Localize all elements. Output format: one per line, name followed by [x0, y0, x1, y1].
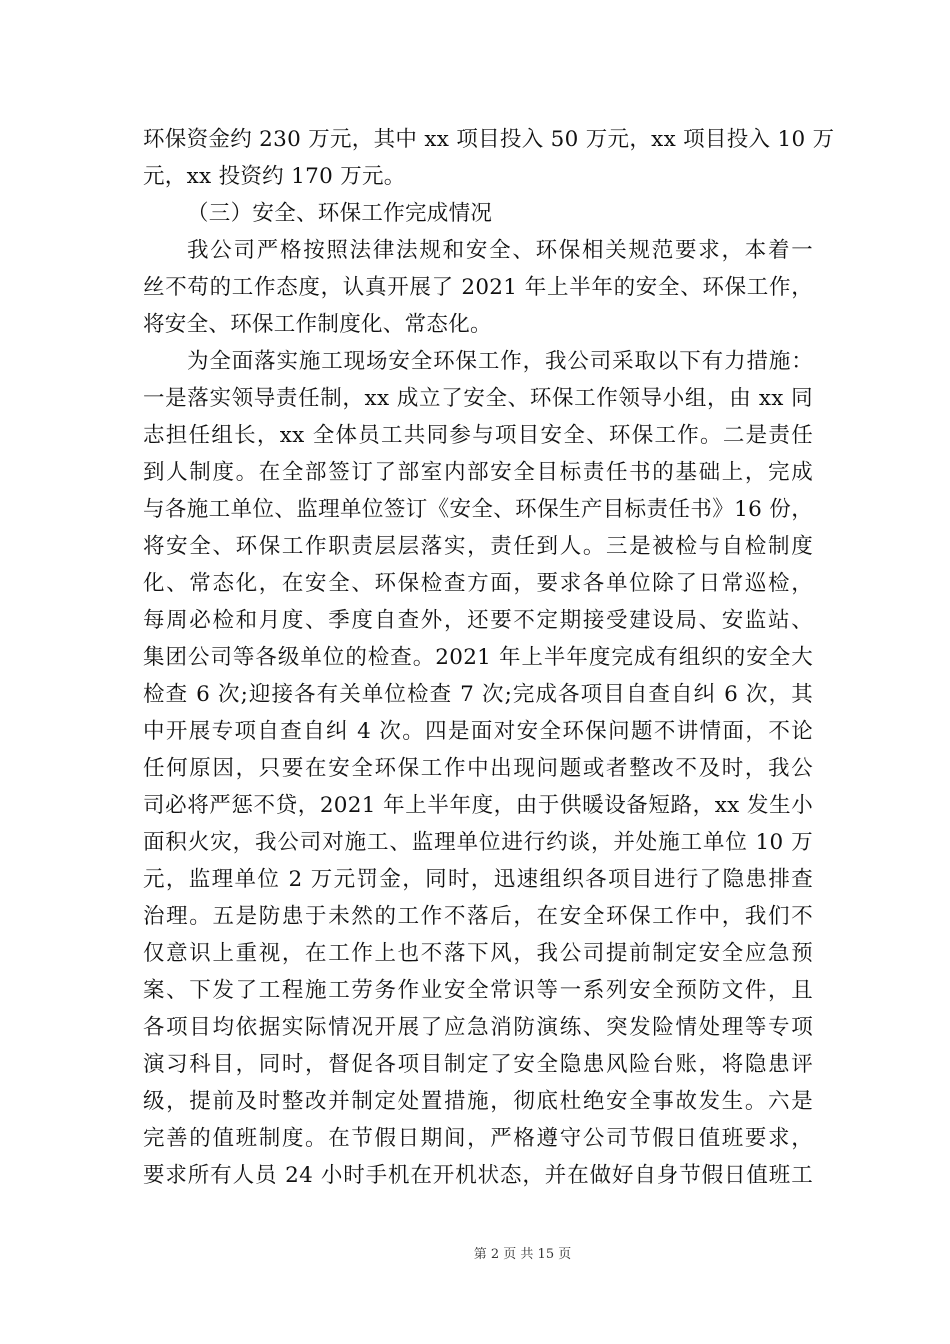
- text-line: 检查 6 次;迎接各有关单位检查 7 次;完成各项目自查自纠 6 次，其: [143, 682, 813, 707]
- text-line: 各项目均依据实际情况开展了应急消防演练、突发险情处理等专项: [143, 1015, 813, 1040]
- text-line: 志担任组长，xx 全体员工共同参与项目安全、环保工作。二是责任: [143, 423, 813, 448]
- text-line: 级，提前及时整改并制定处置措施，彻底杜绝安全事故发生。六是: [143, 1089, 813, 1114]
- text-line: 为全面落实施工现场安全环保工作，我公司采取以下有力措施：: [187, 349, 813, 374]
- page-number-footer: 第 2 页 共 15 页: [473, 1247, 572, 1262]
- text-line: 仅意识上重视，在工作上也不落下风，我公司提前制定安全应急预: [143, 941, 813, 966]
- text-line: 任何原因，只要在安全环保工作中出现问题或者整改不及时，我公: [143, 756, 813, 781]
- text-line: 将安全、环保工作制度化、常态化。: [143, 312, 492, 337]
- text-line: 要求所有人员 24 小时手机在开机状态，并在做好自身节假日值班工: [143, 1163, 813, 1188]
- text-line: 演习科目，同时，督促各项目制定了安全隐患风险台账，将隐患评: [143, 1052, 813, 1077]
- text-line: 元，监理单位 2 万元罚金，同时，迅速组织各项目进行了隐患排查: [143, 867, 813, 892]
- text-line: 一是落实领导责任制，xx 成立了安全、环保工作领导小组，由 xx 同: [143, 386, 813, 411]
- text-line: 中开展专项自查自纠 4 次。四是面对安全环保问题不讲情面，不论: [143, 719, 813, 744]
- text-line: 案、下发了工程施工劳务作业安全常识等一系列安全预防文件，且: [143, 978, 813, 1003]
- text-line: 环保资金约 230 万元，其中 xx 项目投入 50 万元，xx 项目投入 10 万: [143, 127, 835, 152]
- text-line: 元，xx 投资约 170 万元。: [143, 164, 406, 189]
- text-line: 面积火灾，我公司对施工、监理单位进行约谈，并处施工单位 10 万: [143, 830, 813, 855]
- text-line: 将安全、环保工作职责层层落实，责任到人。三是被检与自检制度: [143, 534, 813, 559]
- text-line: 丝不苟的工作态度，认真开展了 2021 年上半年的安全、环保工作，: [143, 275, 813, 300]
- text-line: 集团公司等各级单位的检查。2021 年上半年度完成有组织的安全大: [143, 645, 813, 670]
- text-line: 司必将严惩不贷，2021 年上半年度，由于供暖设备短路，xx 发生小: [143, 793, 813, 818]
- text-line: 完善的值班制度。在节假日期间，严格遵守公司节假日值班要求，: [143, 1126, 813, 1151]
- section-heading: （三）安全、环保工作完成情况: [187, 201, 493, 226]
- text-line: 我公司严格按照法律法规和安全、环保相关规范要求，本着一: [187, 238, 813, 263]
- text-line: 每周必检和月度、季度自查外，还要不定期接受建设局、安监站、: [143, 608, 813, 633]
- text-line: 到人制度。在全部签订了部室内部安全目标责任书的基础上，完成: [143, 460, 813, 485]
- text-line: 化、常态化，在安全、环保检查方面，要求各单位除了日常巡检，: [143, 571, 813, 596]
- text-line: 治理。五是防患于未然的工作不落后，在安全环保工作中，我们不: [143, 904, 813, 929]
- text-line: 与各施工单位、监理单位签订《安全、环保生产目标责任书》16 份，: [143, 497, 813, 522]
